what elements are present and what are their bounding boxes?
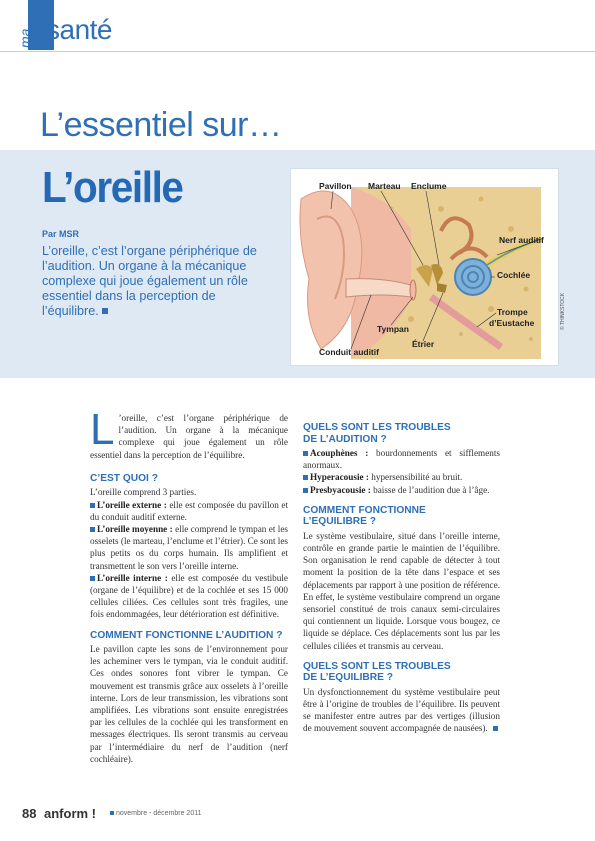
s3-item-hyperacousie: Hyperacousie : hypersensibilité au bruit. bbox=[303, 471, 500, 483]
heading-audition: COMMENT FONCTIONNE L’AUDITION ? bbox=[90, 629, 283, 641]
drop-cap: L bbox=[90, 405, 115, 454]
page-number: 88 bbox=[22, 806, 37, 821]
byline: Par MSR bbox=[42, 229, 80, 239]
intro-paragraph: L ’oreille, c’est l’organe périphérique de l’audition. Un organe à la mécanique complexe qui joue également un rôle essentiel dans la perception de l’équilibre. bbox=[90, 405, 288, 460]
ear-illustration bbox=[291, 169, 558, 365]
label-conduit-auditif: Conduit auditif bbox=[319, 347, 379, 357]
column-right bbox=[303, 422, 500, 735]
ear-diagram bbox=[290, 168, 559, 366]
end-square-icon bbox=[493, 726, 498, 731]
photo-credit: © THINKSTOCK bbox=[560, 292, 566, 330]
bullet-square-icon bbox=[90, 527, 95, 532]
s3-item-presbyacousie: Presbyacousie : baisse de l’audition due à l’âge. bbox=[303, 484, 500, 496]
standfirst-text: L’oreille, c’est l’organe périphérique de l’audition. Un organe à la mécanique complexe qui joue également un rôle essentiel dans la perception de l’équilibre. bbox=[42, 244, 257, 318]
heading-troubles-equilibre: QUELS SONT LES TROUBLES DE L’EQUILIBRE ? bbox=[303, 660, 451, 684]
s3-item-acouphenes: Acouphènes : bourdonnements et sifflements anormaux. bbox=[303, 448, 500, 471]
label-marteau: Marteau bbox=[368, 181, 401, 191]
kicker: L’essentiel sur… bbox=[40, 106, 282, 144]
s4-text: Le système vestibulaire, situé dans l’oreille interne, contrôle en grande partie le maintien de l’équilibre. Son organisation le rend capable de détecter à tout moment la position de la tête dans l’espace et ses déplacements par rapport à une position de référence. En effet, le système vestibulaire comprend un organe sensoriel constitué de trois canaux semi-circulaires qui contiennent un liquide. Lorsque vous bougez, ce liquide se déplace. Ces déplacements sont lus par les cellules ciliées et transmis au cerveau. bbox=[303, 530, 500, 651]
magazine-name: anform ! bbox=[44, 806, 96, 821]
label-cochlee: Cochlée bbox=[497, 270, 531, 280]
label-nerf-auditif: Nerf auditif bbox=[499, 235, 544, 245]
s1-item-interne: L’oreille interne : elle est composée du vestibule (organe de l’équilibre) et de la cochlée et ses 15 000 cellules ciliées. Ces cellules sont très fragiles, une fois endommagées, leur détérioration est définitive. bbox=[90, 572, 288, 620]
column-left bbox=[90, 405, 288, 765]
heading-troubles-audition: QUELS SONT LES TROUBLES DE L’AUDITION ? bbox=[303, 422, 451, 445]
label-eustache: d’Eustache bbox=[489, 318, 535, 328]
bullet-square-icon bbox=[303, 488, 308, 493]
bullet-square-icon bbox=[90, 576, 95, 581]
header-divider bbox=[0, 51, 595, 52]
cochlea bbox=[455, 259, 491, 295]
label-tympan: Tympan bbox=[377, 324, 409, 334]
s1-item-externe: L’oreille externe : elle est composée du pavillon et du conduit auditif externe. bbox=[90, 499, 288, 522]
label-pavillon: Pavillon bbox=[319, 181, 352, 191]
bullet-square-icon bbox=[303, 475, 308, 480]
standfirst bbox=[42, 244, 274, 319]
heading-equilibre: COMMENT FONCTIONNE L’EQUILIBRE ? bbox=[303, 504, 426, 528]
rubric-ma: ma bbox=[17, 28, 33, 48]
label-etrier: Étrier bbox=[412, 339, 435, 349]
end-square-icon bbox=[102, 308, 108, 314]
bullet-square-icon bbox=[90, 503, 95, 508]
s5-text: Un dysfonctionnement du système vestibulaire peut être à l’origine de troubles de l’équilibre. Ils peuvent se manifester entre autres par des vertiges (illusion de mouvement souvent accompagnée de nausées). bbox=[303, 686, 500, 734]
label-enclume: Enclume bbox=[411, 181, 447, 191]
label-trompe: Trompe bbox=[497, 307, 528, 317]
s1-lead: L’oreille comprend 3 parties. bbox=[90, 487, 197, 498]
heading-cest-quoi: C’EST QUOI ? bbox=[90, 472, 158, 484]
s1-item-moyenne: L’oreille moyenne : elle comprend le tympan et les osselets (le marteau, l’enclume et l’étrier). Ce sont les plus petits os du corps humain. Ils amplifient et transmettent le son vers l’oreille interne. bbox=[90, 523, 288, 571]
issue-date: novembre - décembre 2011 bbox=[110, 810, 201, 817]
bullet-square-icon bbox=[303, 451, 308, 456]
rubric-sante: santé bbox=[46, 14, 112, 45]
page-title: L’oreille bbox=[42, 163, 183, 212]
s2-text: Le pavillon capte les sons de l’environnement pour les acheminer vers le tympan, via le conduit auditif. Ces ondes sonores font vibrer le tympan. Ce mouvement est transmis grâce aux osselets à l’oreille interne. Lors de leur transmission, les vibrations sont amplifiées. Les vibrations sont ensuite enregistrées par les cellules de la cochlée qui les transforment en messages électriques. Ils seront transmis au cerveau par l’intermédiaire du nerf de l’audition (nerf cochléaire). bbox=[90, 644, 288, 764]
bullet-square-icon bbox=[110, 811, 114, 815]
